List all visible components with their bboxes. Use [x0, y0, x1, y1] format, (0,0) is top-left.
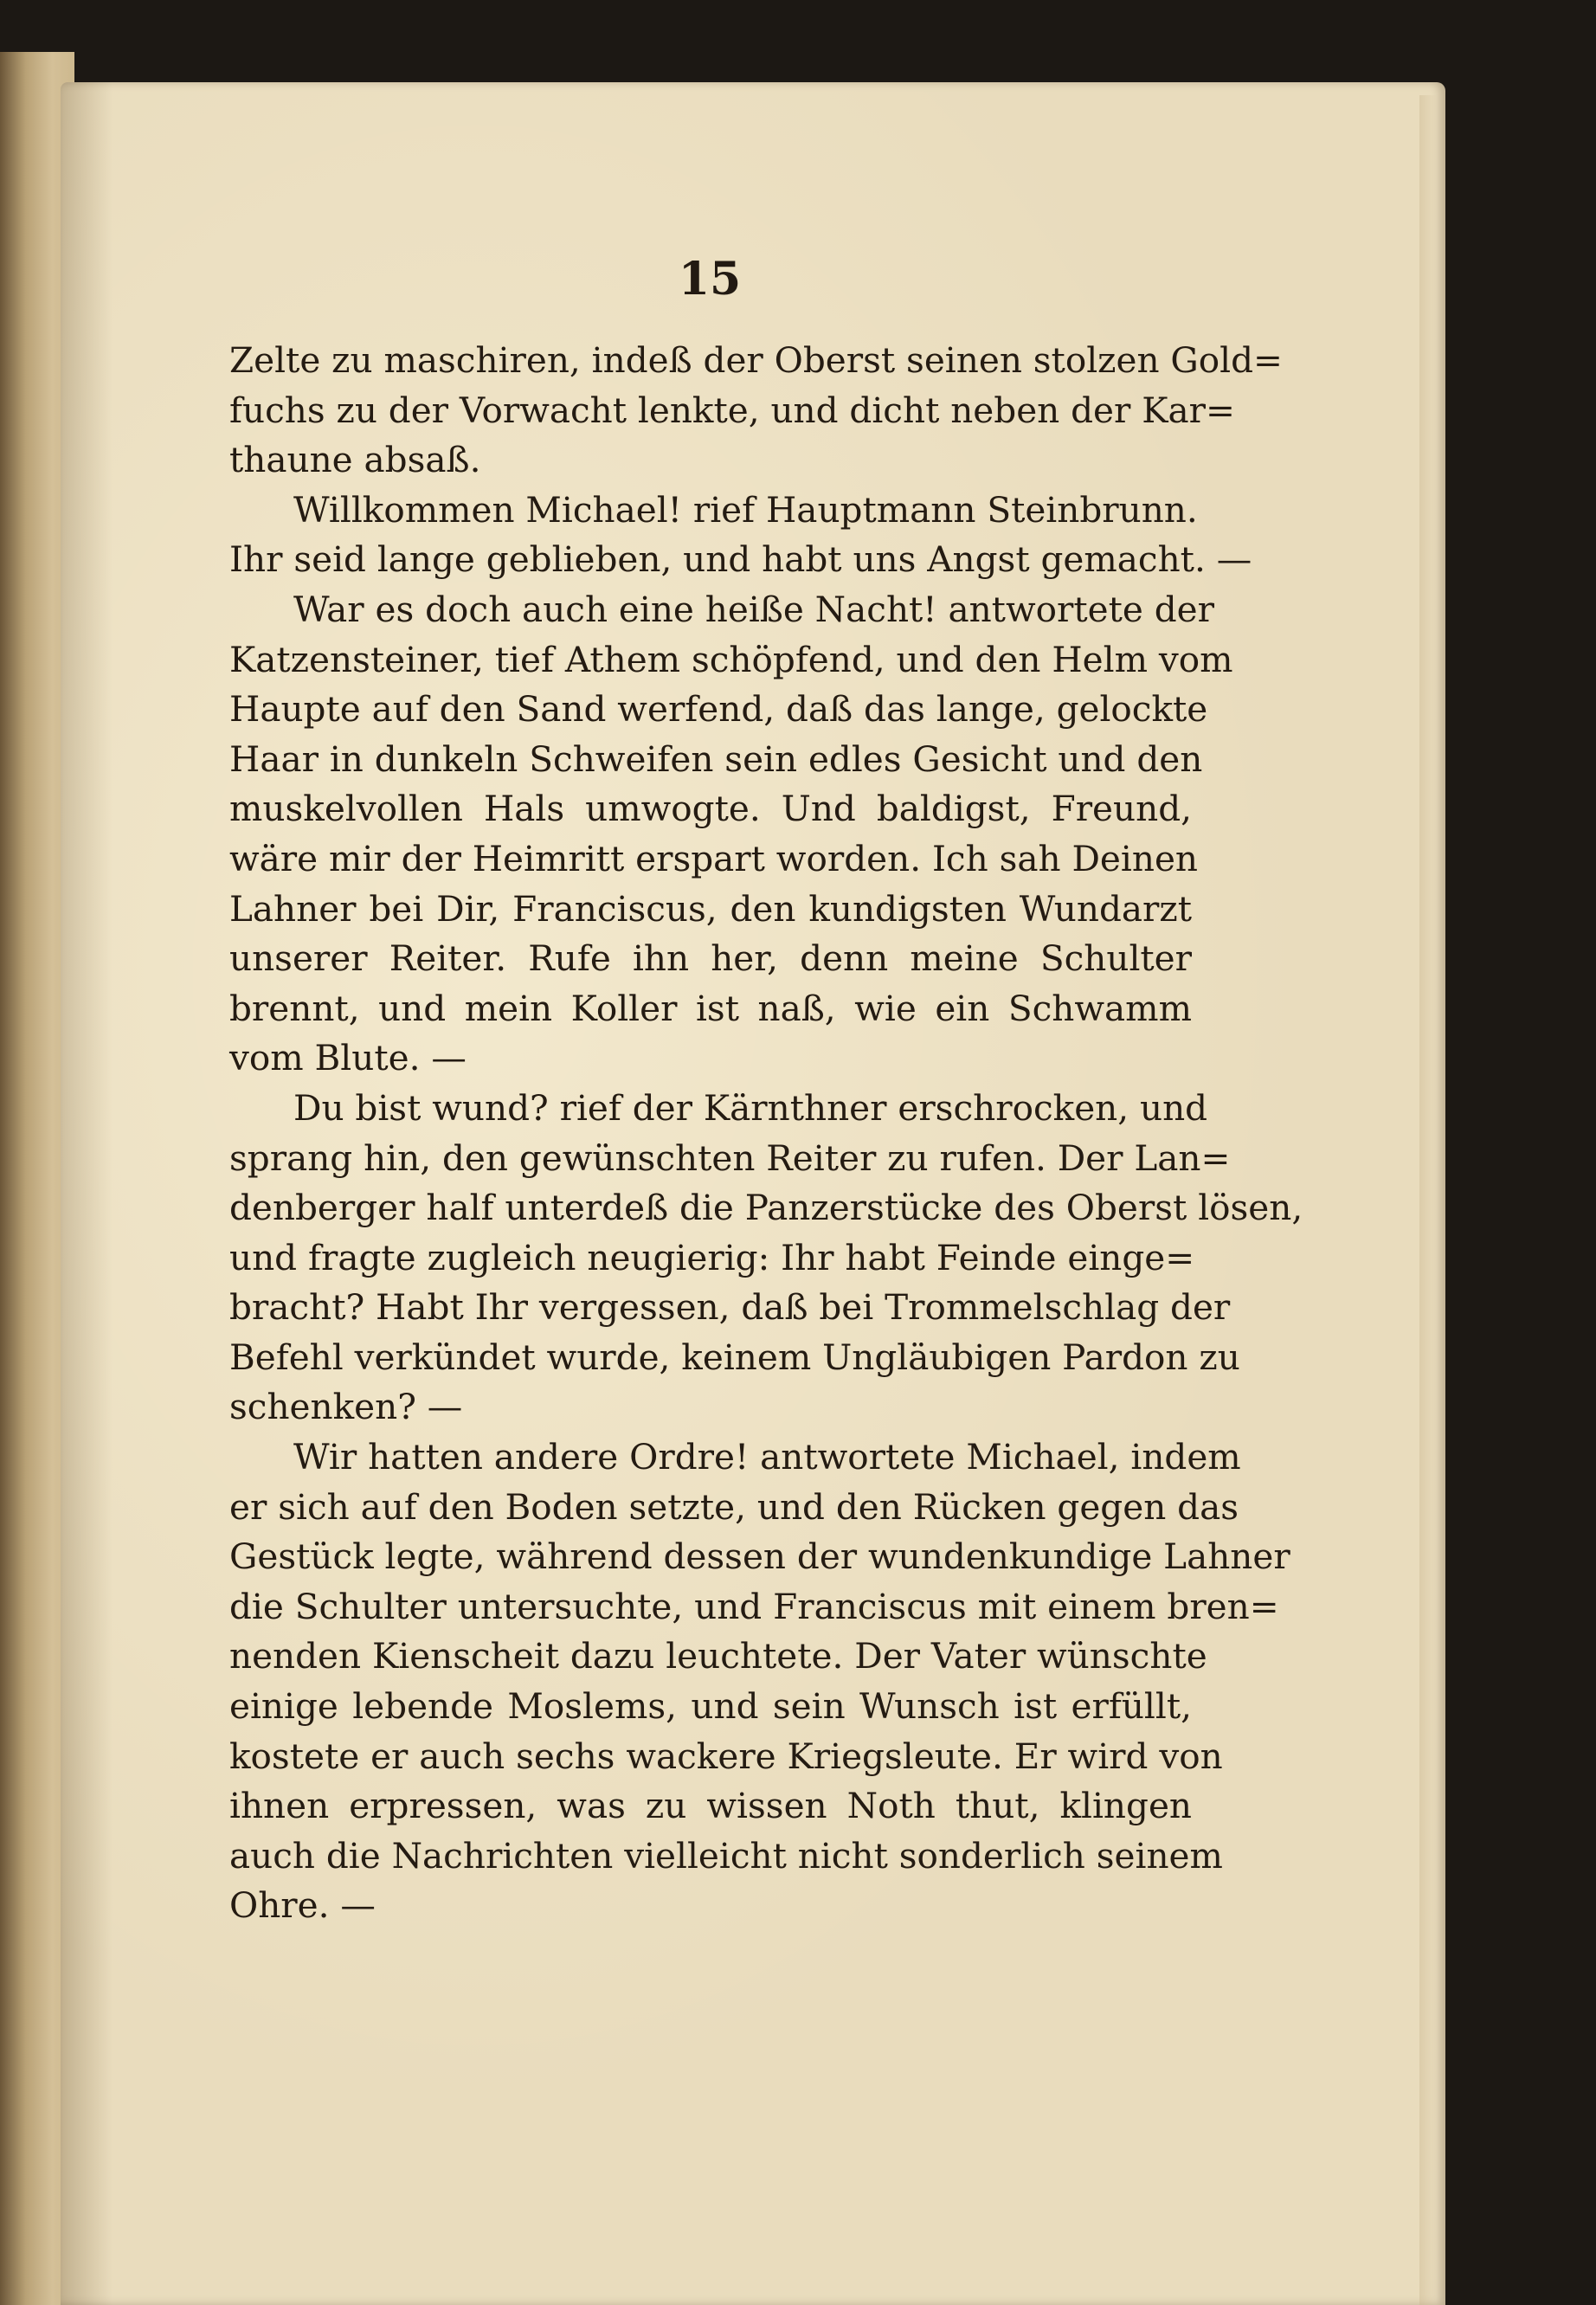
text-line: fuchs zu der Vorwacht lenkte, und dicht neben der Kar= — [229, 389, 1235, 431]
text-line: er sich auf den Boden setzte, und den Rücken gegen das — [229, 1485, 1239, 1528]
text-line: Willkommen Michael! rief Hauptmann Steinbrunn. — [293, 488, 1198, 531]
text-line: Wir hatten andere Ordre! antwortete Michael, indem — [293, 1436, 1241, 1478]
text-line: Gestück legte, während dessen der wundenkundige Lahner — [229, 1536, 1290, 1578]
page-right-edge — [1419, 95, 1437, 2305]
text-line: Ohre. — — [229, 1884, 376, 1927]
text-line: Lahner bei Dir, Franciscus, den kundigsten Wundarzt — [229, 887, 1192, 930]
text-line: die Schulter untersuchte, und Franciscus mit einem bren= — [229, 1585, 1279, 1627]
text-line: einige lebende Moslems, und sein Wunsch ist erfüllt, — [229, 1685, 1192, 1728]
text-line: brennt, und mein Koller ist naß, wie ein Schwamm — [229, 987, 1192, 1029]
text-line: ihnen erpressen, was zu wissen Noth thut, klingen — [229, 1785, 1192, 1827]
text-line: Ihr seid lange geblieben, und habt uns Angst gemacht. — — [229, 538, 1252, 581]
text-line: Befehl verkündet wurde, keinem Ungläubigen Pardon zu — [229, 1336, 1240, 1378]
text-line: Zelte zu maschiren, indeß der Oberst seinen stolzen Gold= — [229, 339, 1283, 381]
body-text — [229, 336, 1303, 1931]
text-line: Du bist wund? rief der Kärnthner erschrocken, und — [293, 1086, 1208, 1129]
text-line: Haar in dunkeln Schweifen sein edles Gesicht und den — [229, 737, 1203, 780]
page-number: 15 — [678, 253, 742, 306]
text-line: auch die Nachrichten vielleicht nicht sonderlich seinem — [229, 1834, 1223, 1877]
text-line: thaune absaß. — [229, 439, 481, 481]
text-line: nenden Kienscheit dazu leuchtete. Der Vater wünschte — [229, 1635, 1207, 1677]
text-line: Katzensteiner, tief Athem schöpfend, und den Helm vom — [229, 638, 1233, 680]
text-line: vom Blute. — — [229, 1037, 467, 1079]
text-line: Haupte auf den Sand werfend, daß das lange, gelockte — [229, 688, 1208, 731]
text-line: unserer Reiter. Rufe ihn her, denn meine Schulter — [229, 937, 1192, 980]
text-line: War es doch auch eine heiße Nacht! antwortete der — [293, 588, 1214, 630]
text-line: und fragte zugleich neugierig: Ihr habt Feinde einge= — [229, 1236, 1195, 1278]
text-line: schenken? — — [229, 1386, 463, 1428]
text-line: muskelvollen Hals umwogte. Und baldigst, Freund, — [229, 788, 1192, 830]
text-line: denberger half unterdeß die Panzerstücke des Oberst lösen, — [229, 1187, 1303, 1229]
text-line: sprang hin, den gewünschten Reiter zu rufen. Der Lan= — [229, 1136, 1231, 1179]
text-line: bracht? Habt Ihr vergessen, daß bei Trommelschlag der — [229, 1286, 1231, 1329]
text-line: kostete er auch sechs wackere Kriegsleute. Er wird von — [229, 1735, 1223, 1777]
text-line: wäre mir der Heimritt erspart worden. Ich sah Deinen — [229, 837, 1198, 879]
